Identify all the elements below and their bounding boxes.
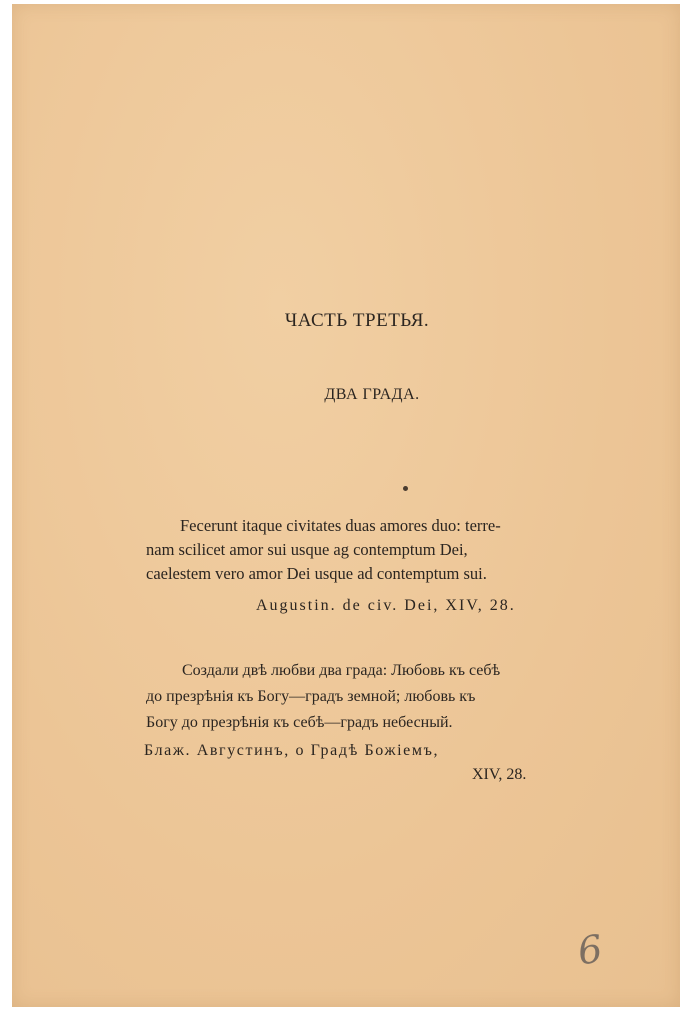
latin-line: caelestem vero amor Dei usque ad contemptum sui. <box>146 564 487 583</box>
printed-dot <box>403 486 408 491</box>
latin-attribution: Augustin. de civ. Dei, XIV, 28. <box>256 597 516 614</box>
part-title: ЧАСТЬ ТРЕТЬЯ. <box>284 310 430 331</box>
russian-line: Создали двѣ любви два града: Любовь къ себѣ <box>182 662 501 679</box>
handwritten-page-number: 6 <box>575 926 606 974</box>
russian-epigraph <box>146 658 586 736</box>
russian-line: до презрѣнія къ Богу—градъ земной; любовь къ <box>146 688 476 705</box>
russian-line: Богу до презрѣнія къ себѣ—градъ небесный. <box>146 714 453 731</box>
russian-attribution: Блаж. Августинъ, о Градѣ Божіемъ, <box>144 742 440 759</box>
latin-line: Fecerunt itaque civitates duas amores duo: terre- <box>180 516 501 535</box>
latin-epigraph <box>146 514 578 586</box>
book-page <box>12 4 680 1007</box>
latin-line: nam scilicet amor sui usque ag contemptum Dei, <box>146 540 468 559</box>
section-title: ДВА ГРАДА. <box>324 386 420 403</box>
russian-attribution-reference: XIV, 28. <box>472 766 527 783</box>
